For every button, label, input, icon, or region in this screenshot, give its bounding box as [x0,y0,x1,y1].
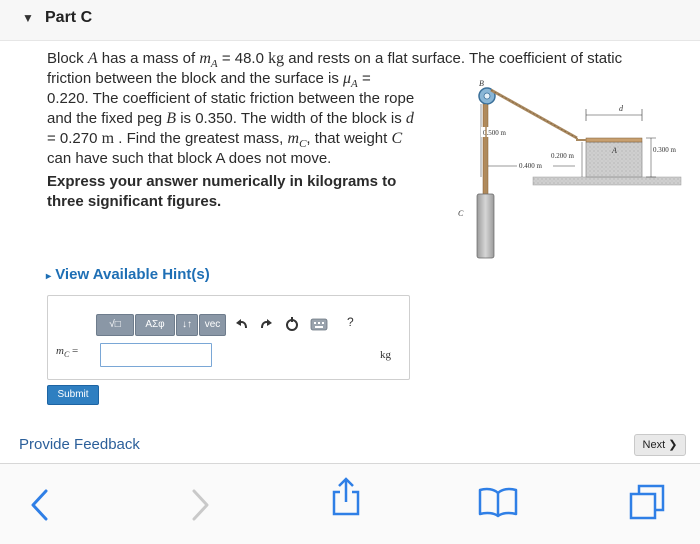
back-icon[interactable] [28,488,52,522]
answer-unit: kg [380,349,391,361]
next-button[interactable]: Next ❯ [634,434,686,456]
problem-line-3: 0.220. The coefficient of static friction between the rope [47,90,415,107]
view-hints-link[interactable]: ▸ View Available Hint(s) [46,266,210,283]
reset-icon[interactable] [284,316,300,332]
dim-0200: 0.200 m [551,152,574,160]
tabs-icon[interactable] [627,482,667,522]
answer-box [47,295,410,380]
problem-line-5: = 0.270 m . Find the greatest mass, $m_C$, that weight C [47,130,403,150]
bookmarks-icon[interactable] [477,486,519,518]
problem-line-1: Block A has a mass of $m_A = 48.0$ kg and rests on a flat surface. The coefficient of static [47,50,623,70]
vector-button[interactable]: vec [199,314,226,336]
answer-instructions: Express your answer numerically in kilograms to three significant figures. [47,173,397,210]
share-icon[interactable] [330,476,362,518]
part-header[interactable] [0,0,700,41]
browser-toolbar [0,464,700,544]
dim-0400: 0.400 m [519,162,542,170]
greek-symbols-button[interactable]: ΑΣφ [135,314,175,336]
label-b: B [479,79,484,88]
templates-button[interactable]: √□ [96,314,134,336]
keyboard-icon[interactable] [310,318,328,331]
label-c: C [458,209,464,218]
dim-0300: 0.300 m [653,146,676,154]
part-title: Part C [45,9,93,26]
submit-button[interactable]: Submit [47,385,99,405]
hint-caret-icon: ▸ [46,271,52,282]
answer-input[interactable] [100,343,212,367]
collapse-caret-icon[interactable]: ▼ [22,11,34,25]
problem-line-6: can have such that block A does not move. [47,150,332,167]
provide-feedback-link[interactable]: Provide Feedback [19,436,140,453]
help-button[interactable]: ? [347,315,354,329]
ground-surface [533,177,681,185]
svg-text:d: d [619,104,623,113]
subscript-superscript-button[interactable]: ↓↑ [176,314,198,336]
dim-0500: 0.500 m [483,129,506,137]
problem-line-4: and the fixed peg B is 0.350. The width of the block is d [47,110,414,127]
forward-icon [188,488,212,522]
problem-figure [445,78,690,268]
weight-c [477,194,494,258]
undo-icon[interactable] [234,316,250,332]
answer-label: $m_C$ = [56,345,79,360]
label-a: A [612,146,617,155]
problem-line-2: friction between the block and the surface is $\mu_A$ = [47,70,371,90]
redo-icon[interactable] [258,316,274,332]
